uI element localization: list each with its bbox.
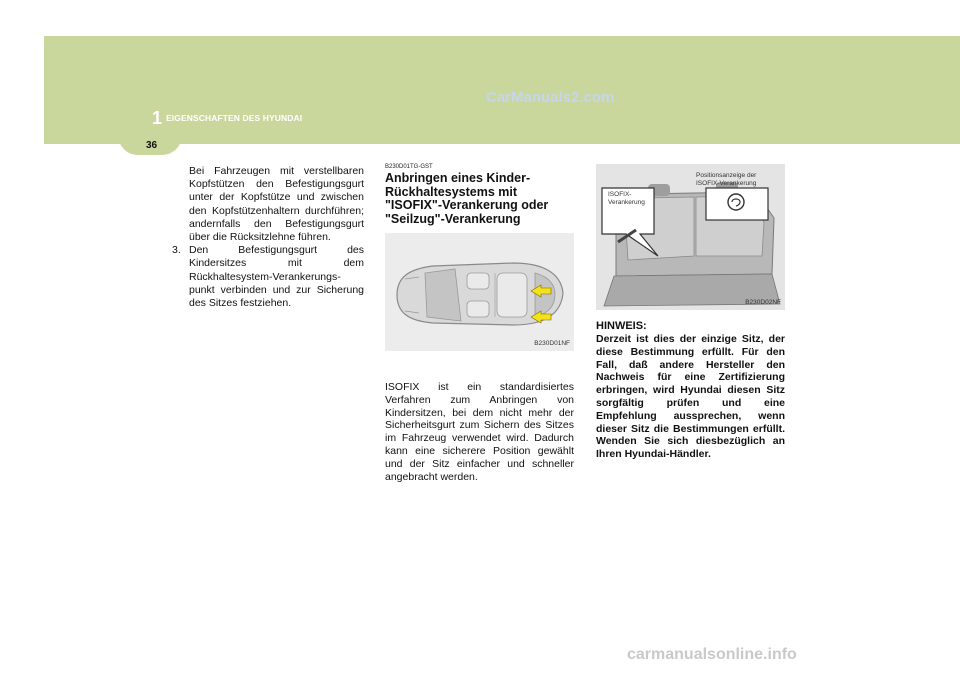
column-1 (172, 165, 364, 310)
chapter-number: 1 (152, 108, 163, 128)
rear-seat-figure (596, 164, 785, 310)
note-block (596, 320, 785, 461)
position-callout-line1: Positionsanzeige der (696, 172, 757, 179)
column-2 (385, 164, 574, 226)
car-top-view-figure (385, 233, 574, 351)
isofix-callout-right-icon (706, 188, 768, 220)
isofix-description: ISOFIX ist ein standardisiertes Verfahren zum Anbringen von Kindersitzen, bei dem nicht mehr der Sicherheitsgurt zum Sichern des Sitzes im Fahrzeug verwendet wird. Dadurch kann eine sicherere Position gewählt und der Sitz einfacher und schneller angebracht werden. (385, 381, 574, 483)
rear-seat-illustration (596, 164, 785, 310)
position-callout-line2: ISOFIX-Verankerung (696, 180, 757, 187)
car-top-view-illustration (385, 233, 574, 351)
isofix-callout-label: ISOFIX-Verankerung (608, 191, 645, 206)
step-3 (172, 244, 364, 310)
watermark-top-link[interactable]: CarManuals2.com (486, 89, 615, 106)
section-code: B230D01TG-GST (385, 164, 433, 170)
section-heading: Anbringen eines Kinder-Rückhaltesystems mit "ISOFIX"-Verankerung oder "Seilzug"-Verankerung (385, 171, 549, 226)
figure-code-2: B230D02NF (745, 299, 781, 306)
step-3-number: 3. (172, 244, 181, 257)
note-title: HINWEIS: (596, 320, 647, 332)
figure-code-1: B230D01NF (534, 340, 570, 347)
note-body: Derzeit ist dies der einzige Sitz, der diese Bestimmung erfüllt. Für den Fall, daß andere Hersteller den Nachweis für eine Zertifizierung erbringen, wird Hyundai diesen Sitz sorgfältig prüfen und eine Empfehlung aussprechen, wenn dieser Sitz die Bestimmungen erfüllt. Wenden Sie sich diesbezüglich an Ihren Hyundai-Händler. (596, 333, 785, 461)
page-number: 36 (146, 140, 158, 151)
step-3-text: Den Befestigungsgurt des Kindersitzes mit dem Rückhaltesystem-Verankerungs-punkt verbinden und zur Sicherung des Sitzes festziehen. (189, 244, 364, 310)
watermark-bottom-link[interactable]: carmanualsonline.info (627, 646, 797, 663)
chapter-title: EIGENSCHAFTEN DES HYUNDAI (166, 113, 303, 123)
headrest-paragraph: Bei Fahrzeugen mit verstellbaren Kopfstützen den Befestigungsgurt unter der Kopfstütze und zwischen den Kopfstützenhaltern durchführen; andernfalls den Befestigungsgurt über die Rücksitzlehne führen. (189, 165, 364, 244)
